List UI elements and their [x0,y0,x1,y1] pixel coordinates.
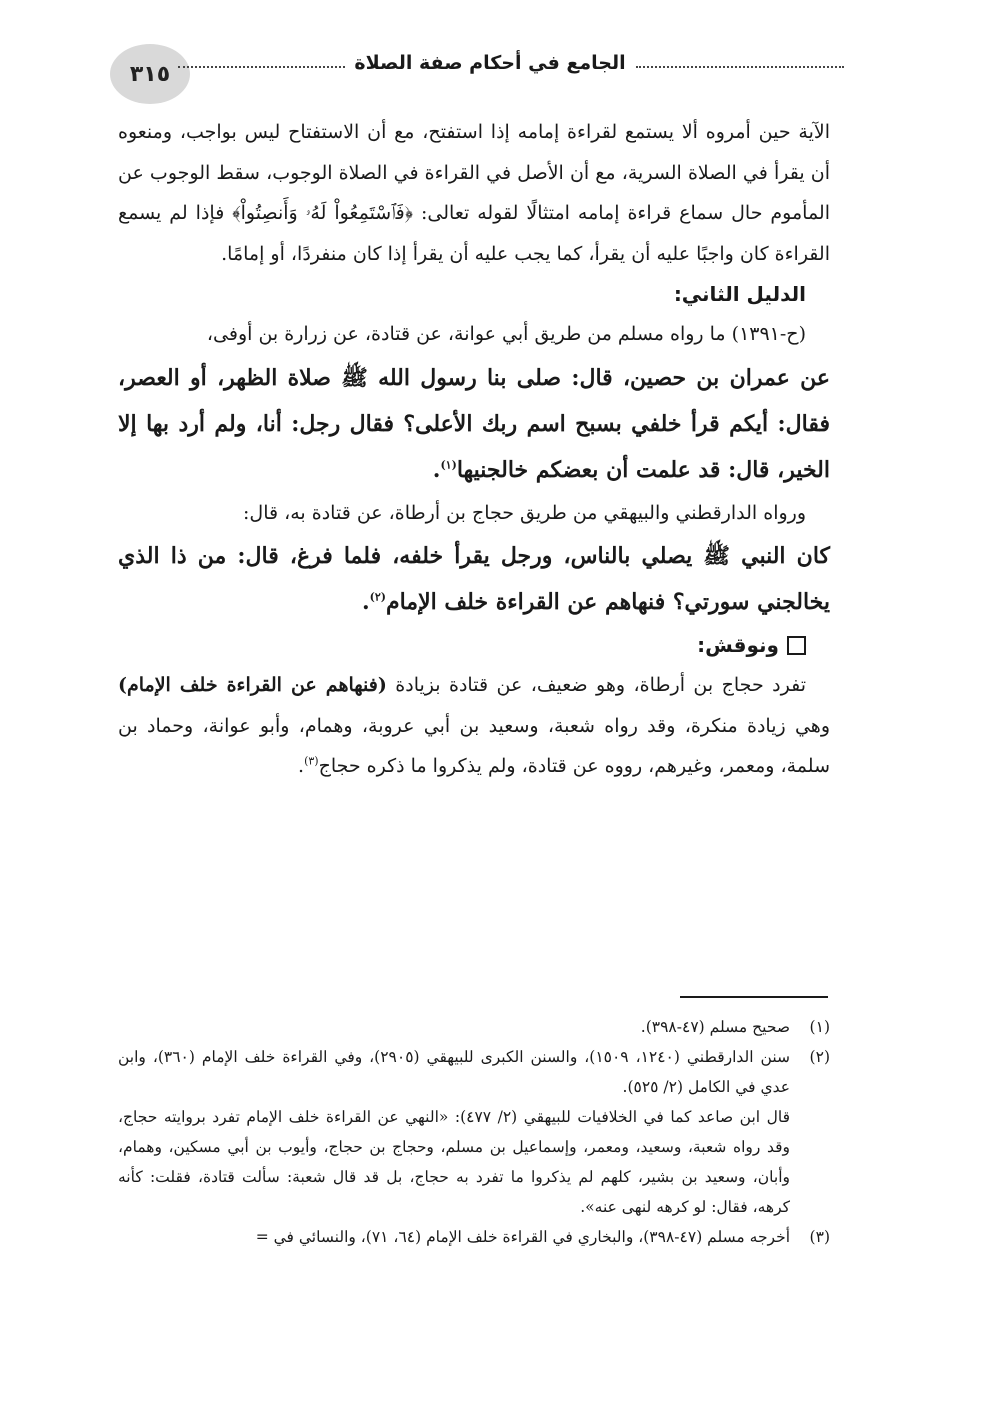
header-dotted-leader-right [636,66,844,68]
page-number: ٣١٥ [110,44,190,104]
footnote-3 [118,1222,830,1252]
footnote-2 [118,1042,830,1102]
paragraph-4-bold-quote: (فنهاهم عن القراءة خلف الإمام) [118,674,387,696]
checkbox-square-icon [787,636,806,655]
footnote-text: صحيح مسلم (٤٧-٣٩٨). [640,1018,790,1036]
footnote-ref-2: (٢) [369,590,386,604]
page-header [110,44,850,104]
paragraph-4: تفرد حجاج بن أرطاة، وهو ضعيف، عن قتادة بزيادة (فنهاهم عن القراءة خلف الإمام) وهي زيادة منكرة، وقد رواه شعبة، وسعيد بن أبي عروبة، وهمام، وأبو عوانة، وحماد بن سلمة، ومعمر، وغيرهم، رووه عن قتادة، ولم يذكروا ما ذكره حجاج$^{(٣)}$. [118,674,830,777]
footnote-ref-3: (٣) [304,754,319,768]
main-text [118,112,830,787]
hadith-1-text: عن عمران بن حصين، قال: صلى بنا رسول الله ﷺ صلاة الظهر، أو العصر، فقال: أيكم قرأ خلفي بسبح اسم ربك الأعلى؟ فقال رجل: أنا، ولم أرد بها إلا الخير، قال: قد علمت أن بعضكم خالجنيها [118,364,830,483]
section-title: ونوقش: [697,633,779,657]
footnote-number: (٢) [809,1048,830,1066]
paragraph-3: ورواه الدارقطني والبيهقي من طريق حجاج بن أرطاة، عن قتادة به، قال: [243,501,806,524]
footnote-number: (٣) [809,1228,830,1246]
footnote-text: سنن الدارقطني (١٢٤٠، ١٥٠٩)، والسنن الكبرى للبيهقي (٢٩٠٥)، وفي القراءة خلف الإمام (٣٦٠)، وابن عدي في الكامل (٢/ ٥٢٥). [118,1048,790,1096]
running-title: الجامع في أحكام صفة الصلاة [354,52,626,74]
paragraph-4-start: تفرد حجاج بن أرطاة، وهو ضعيف، عن قتادة بزيادة [395,674,806,696]
footnote-1 [118,1012,830,1042]
paragraph-2: (ح-١٣٩١) ما رواه مسلم من طريق أبي عوانة، عن قتادة، عن زرارة بن أوفى، [206,323,806,345]
footnote-2-continuation: قال ابن صاعد كما في الخلافيات للبيهقي (٢/ ٤٧٧): «النهي عن القراءة خلف الإمام تفرد بروايته حجاج، وقد رواه شعبة، وسعيد، ومعمر، وإسماعيل بن مسلم، وحجاج بن حجاج، وأيوب بن أبي مسكين، وهمام، وأبان، وسعيد بن بشير، كلهم لم يذكروا ما تفرد به حجاج، بل قد قال شعبة: سألت قتادة، فقلت: كأنه كرهه، فقال: لو كرهه لنهى عنه». [118,1108,790,1216]
header-dotted-leader-left [178,66,345,68]
footnote-ref-1: (١) [440,458,457,472]
paragraph-1: الآية حين أمروه ألا يستمع لقراءة إمامه إذا استفتح، مع أن الاستفتاح ليس بواجب، ومنعوه أن يقرأ في الصلاة السرية، مع أن الأصل في القراءة في الصلاة الوجوب، سقط الوجوب عن المأموم حال سماع قراءة إمامه امتثالًا لقوله تعالى: ﴿فَٱسْتَمِعُواْ لَهُۥ وَأَنصِتُواْ﴾ فإذا لم يسمع القراءة كان واجبًا عليه أن يقرأ، كما يجب عليه أن يقرأ إذا كان منفردًا، أو إمامًا. [118,121,830,265]
hadith-2: كان النبي ﷺ يصلي بالناس، ورجل يقرأ خلفه، فلما فرغ، قال: من ذا الذي يخالجني سورتي؟ فنهاهم عن القراءة خلف الإمام$^{(٢)}$. [118,543,830,615]
footnote-number: (١) [809,1018,830,1036]
footnotes [118,1012,830,1252]
paragraph-4-end: وهي زيادة منكرة، وقد رواه شعبة، وسعيد بن أبي عروبة، وهمام، وأبو عوانة، وحماد بن سلمة، ومعمر، وغيرهم، رووه عن قتادة، ولم يذكروا ما ذكره حجاج [118,714,830,777]
hadith-2-text: كان النبي ﷺ يصلي بالناس، ورجل يقرأ خلفه، فلما فرغ، قال: من ذا الذي يخالجني سورتي؟ فنهاهم عن القراءة خلف الإمام [118,543,830,615]
footnote-separator [680,996,828,998]
section-heading-discussion [118,625,830,665]
heading-second-evidence: الدليل الثاني: [673,282,806,306]
hadith-1: عن عمران بن حصين، قال: صلى بنا رسول الله ﷺ صلاة الظهر، أو العصر، فقال: أيكم قرأ خلفي بسبح اسم ربك الأعلى؟ فقال رجل: أنا، ولم أرد بها إلا الخير، قال: قد علمت أن بعضكم خالجنيها$^{(١)}$. [118,364,830,483]
footnote-text: أخرجه مسلم (٤٧-٣٩٨)، والبخاري في القراءة خلف الإمام (٦٤، ٧١)، والنسائي في = [255,1228,790,1246]
